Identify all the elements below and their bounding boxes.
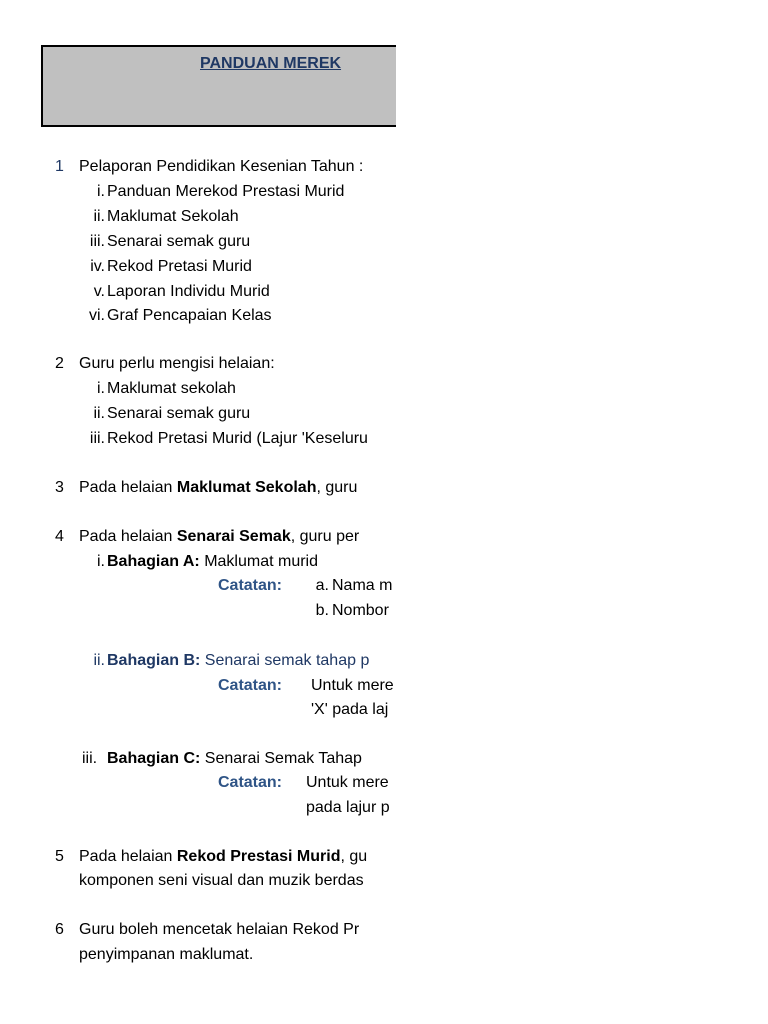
item-text-pre: Pada helaian <box>79 848 177 865</box>
section-text: Senarai semak tahap p <box>200 652 370 669</box>
item-text <box>79 849 367 865</box>
section-label: Bahagian B: <box>107 652 201 669</box>
note-label: Catatan: <box>218 774 283 791</box>
item-number: 3 <box>55 479 64 496</box>
item-number: 4 <box>55 528 64 545</box>
item-text-continued: komponen seni visual dan muzik berdas <box>79 872 364 889</box>
roman-numeral: ii. <box>93 405 105 422</box>
section-text: Senarai Semak Tahap <box>200 750 362 767</box>
item-number: 1 <box>55 158 64 175</box>
item-number: 6 <box>55 921 64 938</box>
item-text-bold: Senarai Semak <box>176 528 291 545</box>
item-number: 2 <box>55 355 64 372</box>
roman-numeral: iii. <box>89 430 105 447</box>
item-text-post: , guru <box>316 479 358 496</box>
sub-item-text: Rekod Pretasi Murid <box>107 258 252 275</box>
page-title: PANDUAN MEREK <box>200 55 342 72</box>
item-text-pre: Pada helaian <box>79 528 177 545</box>
note-letter: b. <box>315 602 329 619</box>
roman-numeral: i. <box>97 380 105 397</box>
note-text: Nama m <box>332 577 393 594</box>
sub-item-text: Maklumat sekolah <box>107 380 236 397</box>
roman-numeral: ii. <box>93 208 105 225</box>
roman-numeral: v. <box>93 283 105 300</box>
item-number: 5 <box>55 848 64 865</box>
sub-item-text: Senarai semak guru <box>107 233 251 250</box>
sub-item-text: Graf Pencapaian Kelas <box>107 307 272 324</box>
sub-item-text: Laporan Individu Murid <box>107 283 270 300</box>
item-text-post: , gu <box>340 848 368 865</box>
section-label: Bahagian C: <box>107 750 201 767</box>
item-text <box>79 480 357 496</box>
section-a <box>107 554 318 570</box>
roman-numeral: i. <box>97 183 105 200</box>
note-label: Catatan: <box>218 677 283 694</box>
note-label: Catatan: <box>218 577 283 594</box>
note-text: 'X' pada laj <box>311 701 389 718</box>
sub-item-text: Senarai semak guru <box>107 405 251 422</box>
item-text-post: , guru per <box>290 528 360 545</box>
sub-item-text: Panduan Merekod Prestasi Murid <box>107 183 345 200</box>
section-c <box>107 751 362 767</box>
item-text <box>79 529 359 545</box>
item-text: Guru perlu mengisi helaian: <box>79 355 275 372</box>
section-label: Bahagian A: <box>107 553 200 570</box>
sub-item-text: Maklumat Sekolah <box>107 208 239 225</box>
roman-numeral: ii. <box>93 652 105 669</box>
section-b <box>107 653 369 669</box>
note-text: Nombor <box>332 602 389 619</box>
note-text: pada lajur p <box>306 799 390 816</box>
section-text: Maklumat murid <box>199 553 318 570</box>
note-text: Untuk mere <box>306 774 389 791</box>
roman-numeral: i. <box>97 553 105 570</box>
roman-numeral: vi. <box>89 307 105 324</box>
item-text: Guru boleh mencetak helaian Rekod Pr <box>79 921 360 938</box>
item-text: Pelaporan Pendidikan Kesenian Tahun : <box>79 158 364 175</box>
item-text-continued: penyimpanan maklumat. <box>79 946 254 963</box>
item-text-bold: Maklumat Sekolah <box>176 479 317 496</box>
roman-numeral: iii. <box>89 233 105 250</box>
note-text: Untuk mere <box>311 677 394 694</box>
roman-numeral: iv. <box>90 258 105 275</box>
sub-item-text: Rekod Pretasi Murid (Lajur 'Keseluru <box>107 430 368 447</box>
note-letter: a. <box>315 577 329 594</box>
roman-numeral: iii. <box>82 750 98 767</box>
item-text-pre: Pada helaian <box>79 479 177 496</box>
item-text-bold: Rekod Prestasi Murid <box>176 848 341 865</box>
